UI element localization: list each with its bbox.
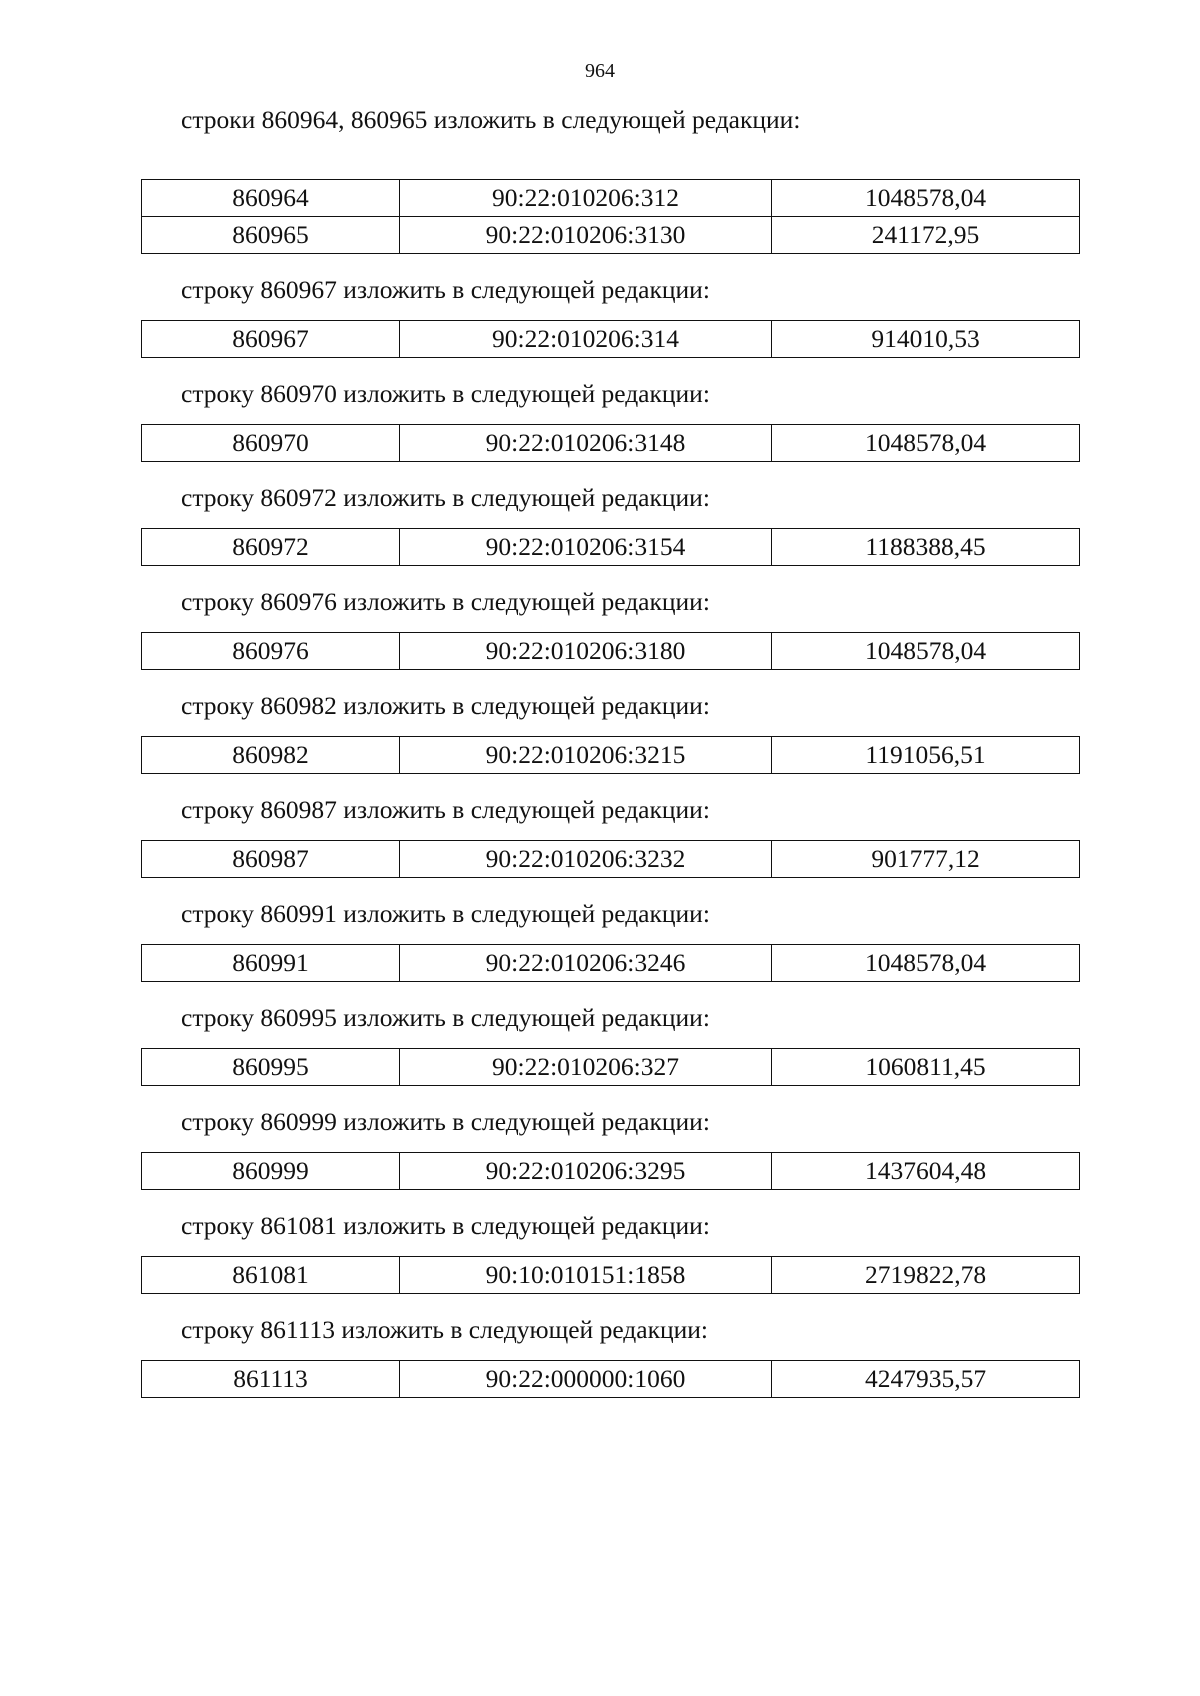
table-row: [142, 217, 1080, 254]
table-row: [142, 321, 1080, 358]
data-table: [141, 179, 1080, 254]
value-cell: 4247935,57: [772, 1361, 1080, 1398]
value-cell: 241172,95: [772, 217, 1080, 254]
value-cell: 1048578,04: [772, 633, 1080, 670]
amendment-instruction: строку 861081 изложить в следующей редакции:: [181, 1211, 710, 1240]
table-row: [142, 529, 1080, 566]
amendment-section: [141, 1001, 1079, 1086]
amendment-instruction: строку 860982 изложить в следующей редакции:: [181, 691, 710, 720]
amendment-instruction: строку 860991 изложить в следующей редакции:: [181, 899, 710, 928]
value-cell: 1437604,48: [772, 1153, 1080, 1190]
value-cell: 1048578,04: [772, 945, 1080, 982]
value-cell: 1048578,04: [772, 180, 1080, 217]
data-table: [141, 1048, 1080, 1086]
row-number-cell: 861113: [142, 1361, 400, 1398]
table-row: [142, 737, 1080, 774]
row-number-cell: 860970: [142, 425, 400, 462]
cadastral-number-cell: 90:22:010206:3295: [400, 1153, 772, 1190]
data-table: [141, 736, 1080, 774]
data-table: [141, 528, 1080, 566]
page-number: 964: [585, 60, 615, 82]
amendment-section: [141, 897, 1079, 982]
amendment-instruction: строку 860995 изложить в следующей редакции:: [181, 1003, 710, 1032]
amendment-section: [141, 1313, 1079, 1398]
row-number-cell: 860982: [142, 737, 400, 774]
amendment-section: [141, 1105, 1079, 1190]
data-table: [141, 1256, 1080, 1294]
amendment-section: [141, 793, 1079, 878]
amendment-section: [141, 585, 1079, 670]
table-row: [142, 425, 1080, 462]
row-number-cell: 860967: [142, 321, 400, 358]
cadastral-number-cell: 90:10:010151:1858: [400, 1257, 772, 1294]
table-row: [142, 1257, 1080, 1294]
amendment-section: [141, 689, 1079, 774]
cadastral-number-cell: 90:22:010206:312: [400, 180, 772, 217]
amendment-instruction: строку 860967 изложить в следующей редакции:: [181, 275, 710, 304]
cadastral-number-cell: 90:22:010206:3148: [400, 425, 772, 462]
row-number-cell: 860972: [142, 529, 400, 566]
row-number-cell: 860987: [142, 841, 400, 878]
cadastral-number-cell: 90:22:010206:327: [400, 1049, 772, 1086]
row-number-cell: 861081: [142, 1257, 400, 1294]
table-row: [142, 633, 1080, 670]
amendment-instruction: строку 860972 изложить в следующей редакции:: [181, 483, 710, 512]
amendment-section: [141, 103, 1079, 254]
cadastral-number-cell: 90:22:010206:3232: [400, 841, 772, 878]
row-number-cell: 860999: [142, 1153, 400, 1190]
cadastral-number-cell: 90:22:010206:3246: [400, 945, 772, 982]
amendment-instruction: строку 860987 изложить в следующей редакции:: [181, 795, 710, 824]
cadastral-number-cell: 90:22:010206:3180: [400, 633, 772, 670]
table-row: [142, 1153, 1080, 1190]
amendment-instruction: строку 861113 изложить в следующей редакции:: [181, 1315, 709, 1344]
amendment-instruction: строку 860999 изложить в следующей редакции:: [181, 1107, 710, 1136]
data-table: [141, 632, 1080, 670]
table-row: [142, 841, 1080, 878]
data-table: [141, 1152, 1080, 1190]
value-cell: 1048578,04: [772, 425, 1080, 462]
amendment-instruction: строку 860970 изложить в следующей редакции:: [181, 379, 710, 408]
amendment-section: [141, 377, 1079, 462]
row-number-cell: 860995: [142, 1049, 400, 1086]
value-cell: 1060811,45: [772, 1049, 1080, 1086]
table-row: [142, 945, 1080, 982]
data-table: [141, 944, 1080, 982]
value-cell: 914010,53: [772, 321, 1080, 358]
value-cell: 1191056,51: [772, 737, 1080, 774]
value-cell: 1188388,45: [772, 529, 1080, 566]
amendment-section: [141, 273, 1079, 358]
amendment-section: [141, 481, 1079, 566]
amendment-instruction: строки 860964, 860965 изложить в следующей редакции:: [181, 105, 801, 134]
data-table: [141, 840, 1080, 878]
table-row: [142, 1049, 1080, 1086]
row-number-cell: 860991: [142, 945, 400, 982]
data-table: [141, 320, 1080, 358]
data-table: [141, 424, 1080, 462]
document-body: [141, 103, 1079, 1417]
cadastral-number-cell: 90:22:010206:314: [400, 321, 772, 358]
table-row: [142, 1361, 1080, 1398]
cadastral-number-cell: 90:22:000000:1060: [400, 1361, 772, 1398]
amendment-section: [141, 1209, 1079, 1294]
cadastral-number-cell: 90:22:010206:3215: [400, 737, 772, 774]
value-cell: 901777,12: [772, 841, 1080, 878]
data-table: [141, 1360, 1080, 1398]
amendment-instruction: строку 860976 изложить в следующей редакции:: [181, 587, 710, 616]
row-number-cell: 860976: [142, 633, 400, 670]
cadastral-number-cell: 90:22:010206:3154: [400, 529, 772, 566]
value-cell: 2719822,78: [772, 1257, 1080, 1294]
row-number-cell: 860965: [142, 217, 400, 254]
table-row: [142, 180, 1080, 217]
cadastral-number-cell: 90:22:010206:3130: [400, 217, 772, 254]
row-number-cell: 860964: [142, 180, 400, 217]
